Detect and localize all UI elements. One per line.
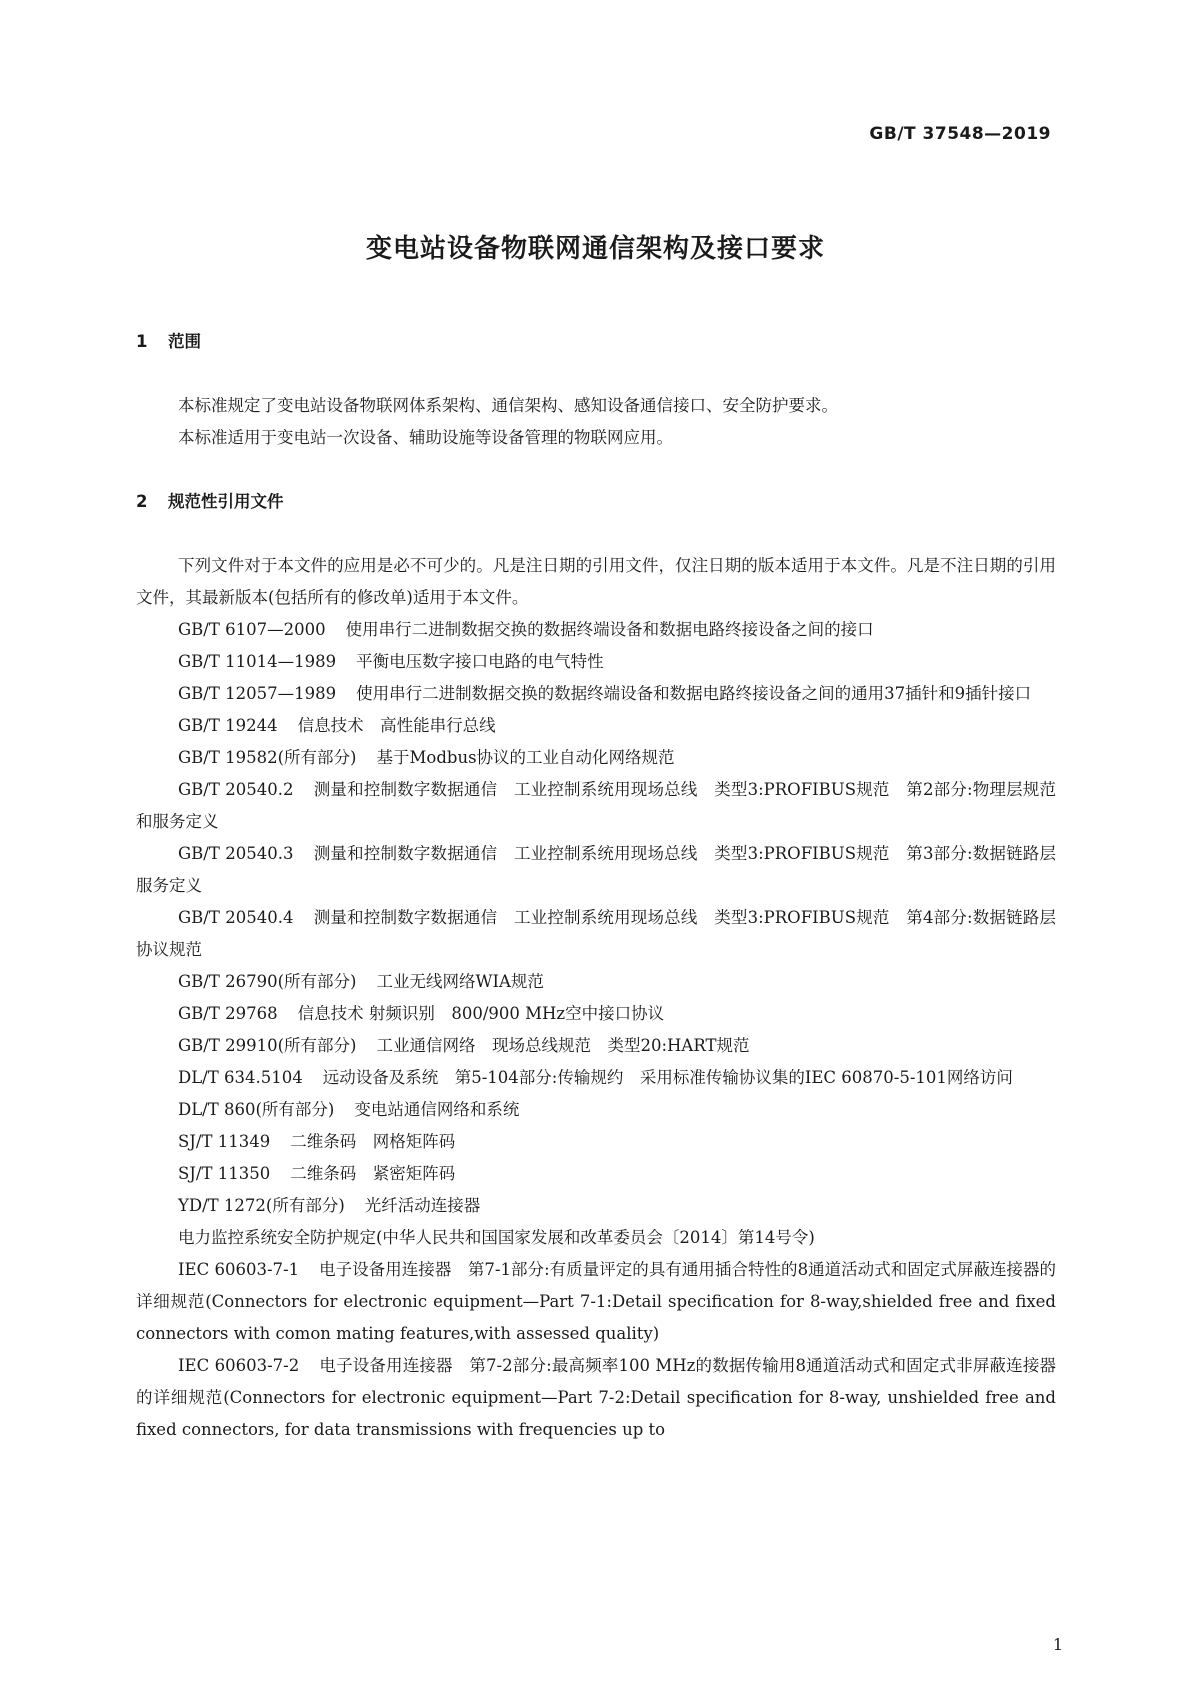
reference-title: 信息技术 射频识别 800/900 MHz空中接口协议	[297, 1004, 665, 1023]
page-number: 1	[1052, 1635, 1063, 1654]
reference-title: 二维条码 紧密矩阵码	[290, 1164, 456, 1183]
reference-title: 工业无线网络WIA规范	[376, 972, 544, 991]
reference-item	[136, 966, 1056, 998]
reference-item	[136, 1158, 1056, 1190]
reference-code: GB/T 12057—1989	[178, 684, 337, 703]
scope-paragraph: 本标准适用于变电站一次设备、辅助设施等设备管理的物联网应用。	[178, 428, 673, 447]
reference-code: DL/T 634.5104	[178, 1068, 303, 1087]
reference-title: 使用串行二进制数据交换的数据终端设备和数据电路终接设备之间的接口	[345, 620, 874, 639]
reference-code: GB/T 6107—2000	[178, 620, 326, 639]
reference-item	[136, 1222, 1056, 1254]
reference-item	[136, 742, 1056, 774]
reference-title: 信息技术 高性能串行总线	[297, 716, 496, 735]
reference-code: IEC 60603-7-2	[178, 1356, 300, 1375]
reference-item	[136, 1094, 1056, 1126]
reference-code: GB/T 20540.3	[178, 844, 294, 863]
reference-title: 光纤活动连接器	[364, 1196, 481, 1215]
document-title: 变电站设备物联网通信架构及接口要求	[365, 234, 825, 264]
section-title: 规范性引用文件	[168, 492, 284, 511]
reference-title: 基于Modbus协议的工业自动化网络规范	[376, 748, 675, 767]
reference-item	[136, 902, 1056, 966]
reference-title: 测量和控制数字数据通信 工业控制系统用现场总线 类型3:PROFIBUS规范 第4部分:数据链路层协议规范	[136, 908, 1056, 959]
reference-item	[136, 1030, 1056, 1062]
reference-title: 电子设备用连接器 第7-2部分:最高频率100 MHz的数据传输用8通道活动式和固定式非屏蔽连接器的详细规范(Connectors for electronic equipment—Part 7-2:Detail specification for 8-way, unshielded free and fixed connectors, for data transmissions with frequencies up to	[136, 1356, 1056, 1439]
reference-code: GB/T 20540.2	[178, 780, 294, 799]
reference-title: 电力监控系统安全防护规定(中华人民共和国国家发展和改革委员会〔2014〕第14号令)	[178, 1228, 815, 1247]
reference-item	[136, 1190, 1056, 1222]
reference-item	[136, 646, 1056, 678]
reference-list	[136, 614, 1056, 1446]
reference-code: SJ/T 11349	[178, 1132, 271, 1151]
standard-number: GB/T 37548—2019	[869, 124, 1051, 144]
references-intro-paragraph: 下列文件对于本文件的应用是必不可少的。凡是注日期的引用文件，仅注日期的版本适用于本文件。凡是不注日期的引用文件，其最新版本(包括所有的修改单)适用于本文件。	[136, 556, 1056, 607]
reference-title: 测量和控制数字数据通信 工业控制系统用现场总线 类型3:PROFIBUS规范 第2部分:物理层规范和服务定义	[136, 780, 1056, 831]
reference-code: YD/T 1272(所有部分)	[178, 1196, 345, 1215]
reference-title: 平衡电压数字接口电路的电气特性	[356, 652, 604, 671]
reference-code: GB/T 29768	[178, 1004, 278, 1023]
reference-title: 二维条码 网格矩阵码	[290, 1132, 456, 1151]
reference-code: GB/T 19244	[178, 716, 278, 735]
section-title: 范围	[168, 332, 201, 351]
reference-code: GB/T 11014—1989	[178, 652, 337, 671]
reference-item	[136, 998, 1056, 1030]
reference-item	[136, 774, 1056, 838]
section-heading-normative-references	[136, 486, 1056, 518]
reference-item	[136, 1350, 1056, 1446]
section-number: 1	[136, 332, 148, 351]
section-number: 2	[136, 492, 148, 511]
reference-code: GB/T 20540.4	[178, 908, 294, 927]
reference-code: DL/T 860(所有部分)	[178, 1100, 335, 1119]
reference-code: GB/T 19582(所有部分)	[178, 748, 357, 767]
reference-code: IEC 60603-7-1	[178, 1260, 300, 1279]
reference-item	[136, 678, 1056, 710]
reference-item	[136, 614, 1056, 646]
document-body	[136, 326, 1056, 1446]
reference-title: 工业通信网络 现场总线规范 类型20:HART规范	[376, 1036, 750, 1055]
reference-item	[136, 710, 1056, 742]
reference-item	[136, 838, 1056, 902]
scope-paragraph: 本标准规定了变电站设备物联网体系架构、通信架构、感知设备通信接口、安全防护要求。	[178, 396, 838, 415]
section-heading-scope	[136, 326, 1056, 358]
reference-title: 变电站通信网络和系统	[354, 1100, 520, 1119]
reference-item	[136, 1126, 1056, 1158]
reference-item	[136, 1254, 1056, 1350]
reference-title: 测量和控制数字数据通信 工业控制系统用现场总线 类型3:PROFIBUS规范 第3部分:数据链路层服务定义	[136, 844, 1056, 895]
reference-code: GB/T 29910(所有部分)	[178, 1036, 357, 1055]
reference-code: SJ/T 11350	[178, 1164, 271, 1183]
reference-code: GB/T 26790(所有部分)	[178, 972, 357, 991]
reference-title: 电子设备用连接器 第7-1部分:有质量评定的具有通用插合特性的8通道活动式和固定式屏蔽连接器的详细规范(Connectors for electronic equipment—Part 7-1:Detail specification for 8-way,shielded free and fixed connectors with comon mating features,with assessed quality)	[136, 1260, 1056, 1343]
reference-item	[136, 1062, 1056, 1094]
reference-title: 使用串行二进制数据交换的数据终端设备和数据电路终接设备之间的通用37插针和9插针接口	[356, 684, 1032, 703]
reference-title: 远动设备及系统 第5-104部分:传输规约 采用标准传输协议集的IEC 60870-5-101网络访问	[322, 1068, 1013, 1087]
